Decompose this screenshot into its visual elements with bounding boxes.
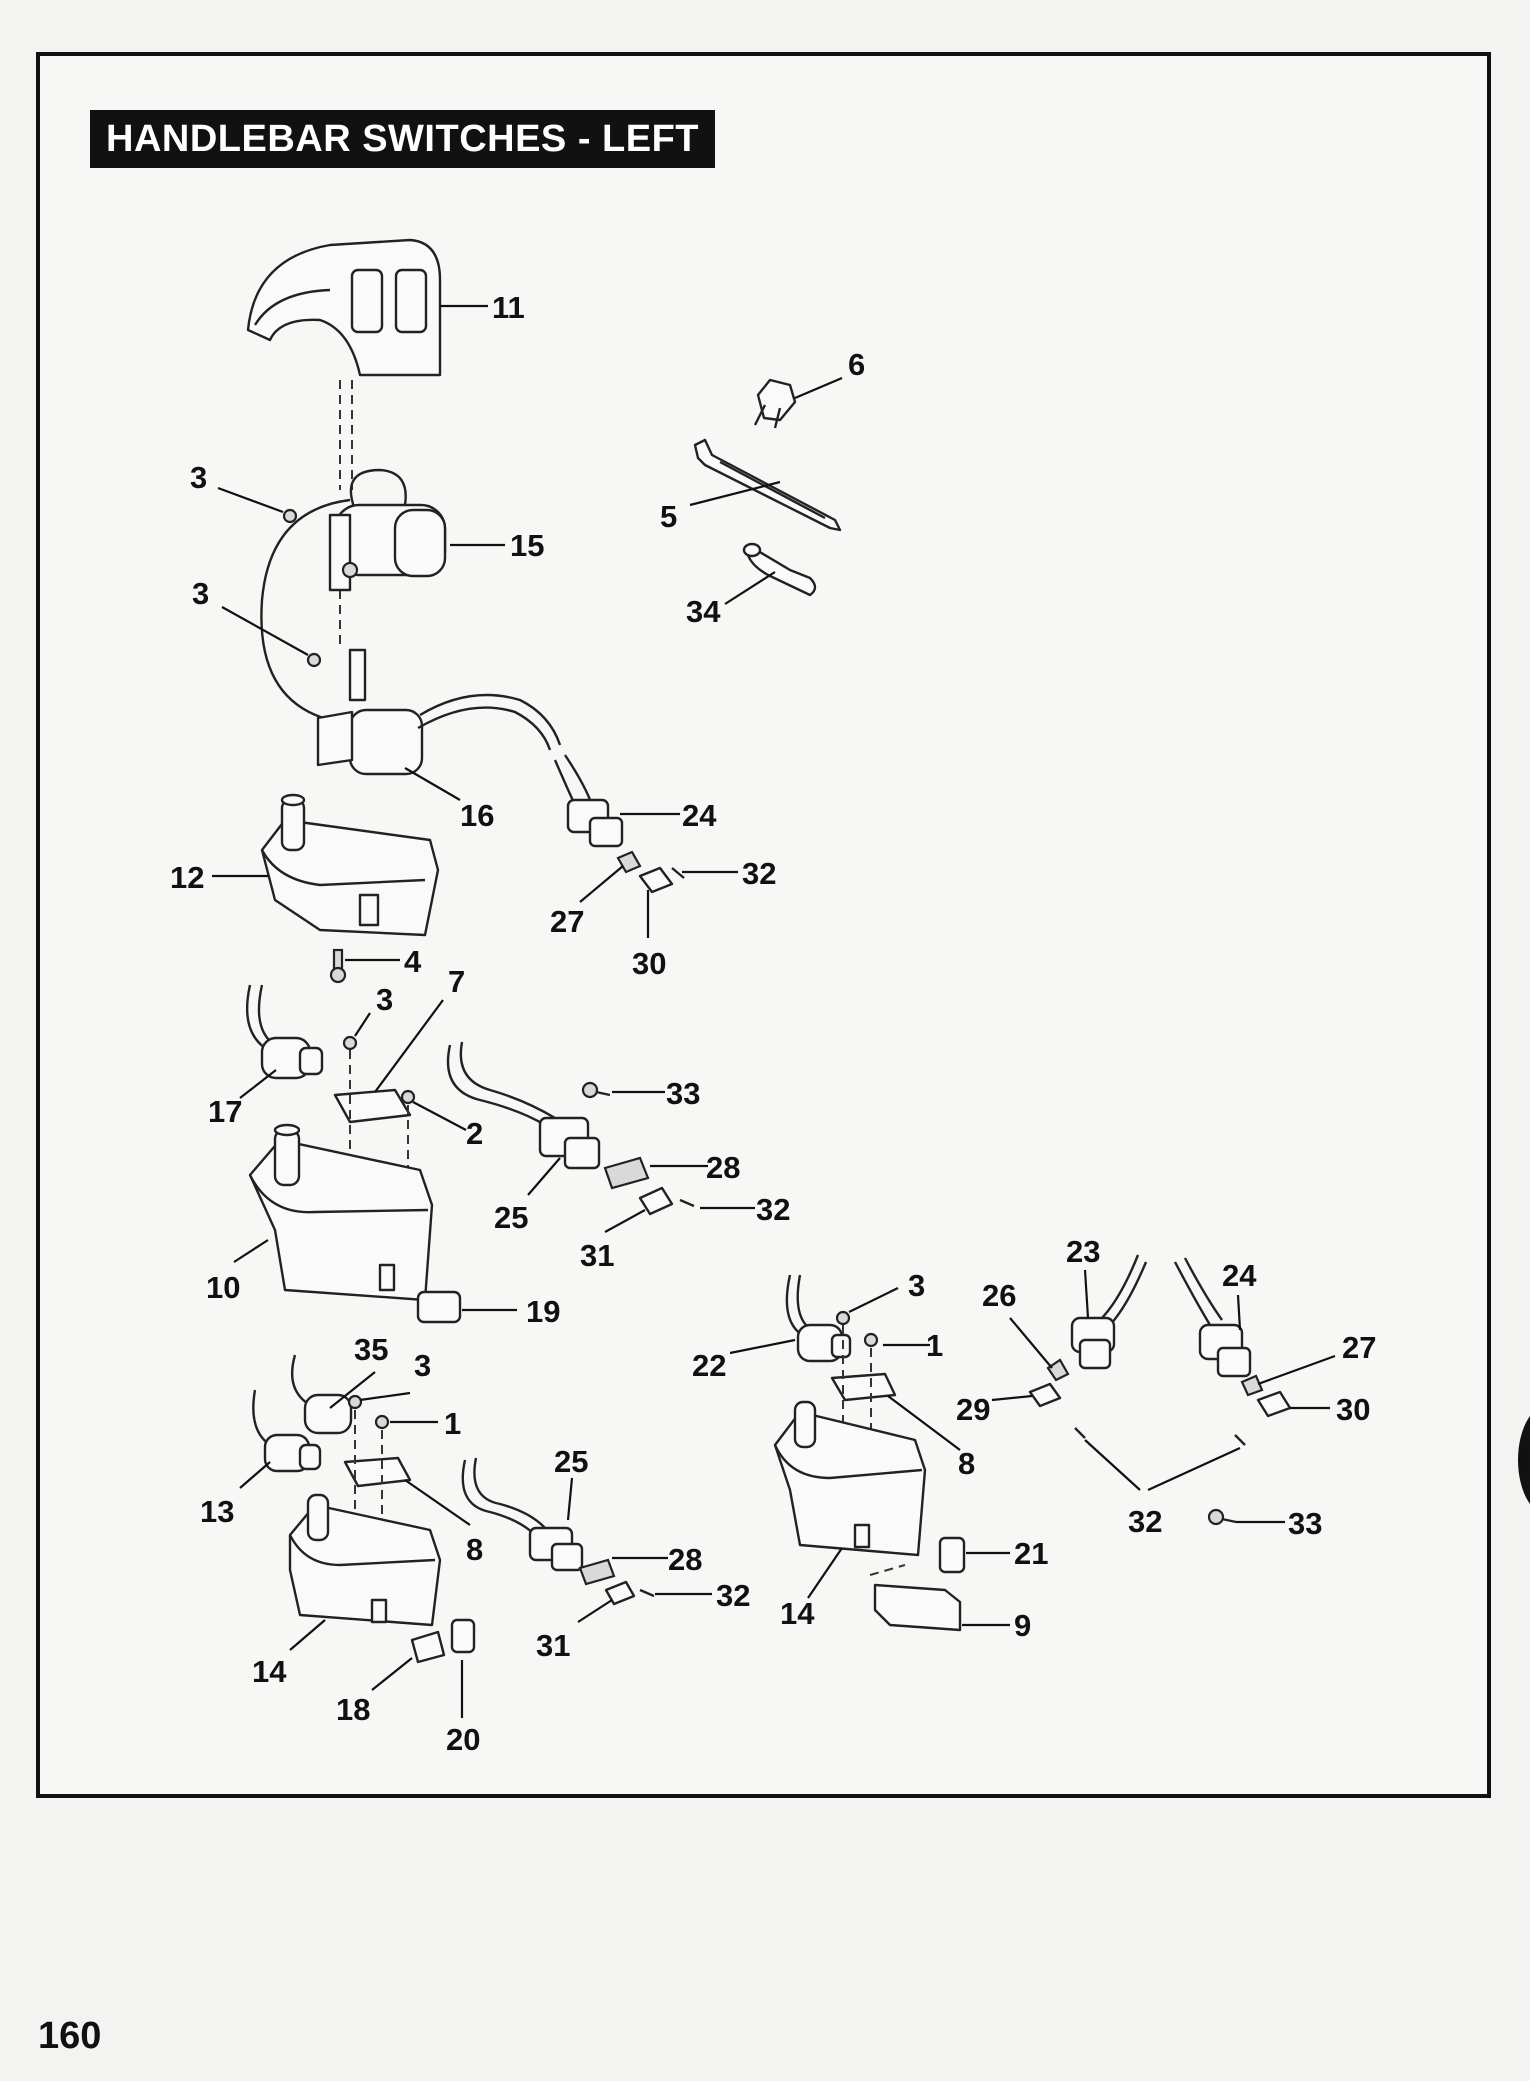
callout-12: 12	[170, 860, 205, 895]
callout-1: 1	[444, 1406, 462, 1441]
callout-28: 28	[706, 1150, 741, 1185]
callout-25: 25	[554, 1444, 589, 1479]
part-terminal-28-mid	[605, 1158, 648, 1188]
callout-25: 25	[494, 1200, 529, 1235]
callout-3: 3	[414, 1348, 432, 1383]
callout-19: 19	[526, 1294, 561, 1329]
part-screw-3e	[349, 1396, 361, 1408]
part-switch-module-upper	[330, 470, 445, 590]
callout-32: 32	[1128, 1504, 1163, 1539]
part-screw-a	[284, 510, 296, 522]
part-screw-1a	[865, 1334, 877, 1346]
part-terminal-27-upper	[618, 852, 640, 872]
callout-15: 15	[510, 528, 545, 563]
callout-3: 3	[192, 576, 210, 611]
part-screw-b	[308, 654, 320, 666]
callout-8: 8	[466, 1532, 484, 1567]
callout-34: 34	[686, 594, 721, 629]
part-switch-17	[247, 985, 322, 1078]
part-lower-housing-10	[250, 1125, 432, 1300]
callout-11: 11	[492, 290, 525, 325]
callout-18: 18	[336, 1692, 371, 1727]
part-screw-1b	[376, 1416, 388, 1428]
part-pin-32-lower	[640, 1590, 654, 1596]
part-screw-33-mid	[583, 1083, 610, 1097]
part-switch-35	[292, 1355, 351, 1433]
part-terminal-26	[1048, 1360, 1068, 1380]
page-number: 160	[38, 2015, 102, 2057]
part-sleeve	[744, 544, 815, 595]
part-terminal-28-lower	[580, 1560, 614, 1584]
part-pin-32-mid	[680, 1200, 694, 1206]
part-seal-30-upper	[640, 868, 672, 892]
part-screw-3c	[344, 1037, 356, 1049]
callout-1: 1	[926, 1328, 944, 1363]
part-pin-32-right-b	[1235, 1435, 1245, 1445]
part-lower-housing-14-left	[290, 1495, 440, 1625]
callout-7: 7	[448, 964, 466, 999]
callout-20: 20	[446, 1722, 481, 1757]
callout-10: 10	[206, 1270, 241, 1305]
part-screw-4	[331, 950, 345, 982]
part-screw-2	[402, 1091, 414, 1103]
callout-30: 30	[1336, 1392, 1371, 1427]
callout-4: 4	[404, 944, 422, 979]
callout-32: 32	[756, 1192, 791, 1227]
part-seal-30-right	[1258, 1392, 1290, 1416]
part-screw-3d	[837, 1312, 849, 1324]
part-seal-29	[1030, 1384, 1060, 1406]
callout-29: 29	[956, 1392, 991, 1427]
callout-3: 3	[376, 982, 394, 1017]
part-button-19	[418, 1292, 460, 1322]
callout-5: 5	[660, 499, 678, 534]
part-cable-clip	[755, 380, 795, 428]
callout-2: 2	[466, 1116, 484, 1151]
callout-32: 32	[742, 856, 777, 891]
part-terminal-27-right	[1242, 1376, 1262, 1395]
callout-27: 27	[550, 904, 585, 939]
callout-28: 28	[668, 1542, 703, 1577]
callout-9: 9	[1014, 1608, 1032, 1643]
callout-35: 35	[354, 1332, 389, 1367]
callout-8: 8	[958, 1446, 976, 1481]
part-button-20	[452, 1620, 474, 1652]
callout-6: 6	[848, 347, 866, 382]
callout-24: 24	[682, 798, 717, 833]
callout-14: 14	[780, 1596, 815, 1631]
part-button-21	[940, 1538, 964, 1572]
part-switch-9	[870, 1565, 960, 1630]
part-bracket-7	[335, 1090, 410, 1122]
callout-21: 21	[1014, 1536, 1049, 1571]
callout-3: 3	[190, 460, 208, 495]
page-title: HANDLEBAR SWITCHES - LEFT	[90, 110, 715, 168]
callout-31: 31	[536, 1628, 571, 1663]
callout-30: 30	[632, 946, 667, 981]
callout-3: 3	[908, 1268, 926, 1303]
callout-13: 13	[200, 1494, 235, 1529]
callout-33: 33	[1288, 1506, 1323, 1541]
callout-33: 33	[666, 1076, 701, 1111]
part-lower-housing-12	[262, 795, 438, 935]
callout-22: 22	[692, 1348, 727, 1383]
callout-17: 17	[208, 1094, 243, 1129]
callout-24: 24	[1222, 1258, 1257, 1293]
part-upper-housing-cover	[248, 240, 440, 375]
part-screw-33-right	[1209, 1510, 1236, 1524]
part-connector-23	[1072, 1255, 1146, 1368]
callout-32: 32	[716, 1578, 751, 1613]
callout-16: 16	[460, 798, 495, 833]
part-connector-upper	[555, 755, 622, 846]
part-bracket-8-right	[832, 1374, 895, 1400]
part-lower-housing-14-right	[775, 1402, 925, 1555]
callout-14: 14	[252, 1654, 287, 1689]
part-pin-32-right-a	[1075, 1428, 1085, 1438]
callout-23: 23	[1066, 1234, 1101, 1269]
callout-26: 26	[982, 1278, 1017, 1313]
callout-27: 27	[1342, 1330, 1377, 1365]
part-button-18	[412, 1632, 444, 1662]
callout-31: 31	[580, 1238, 615, 1273]
